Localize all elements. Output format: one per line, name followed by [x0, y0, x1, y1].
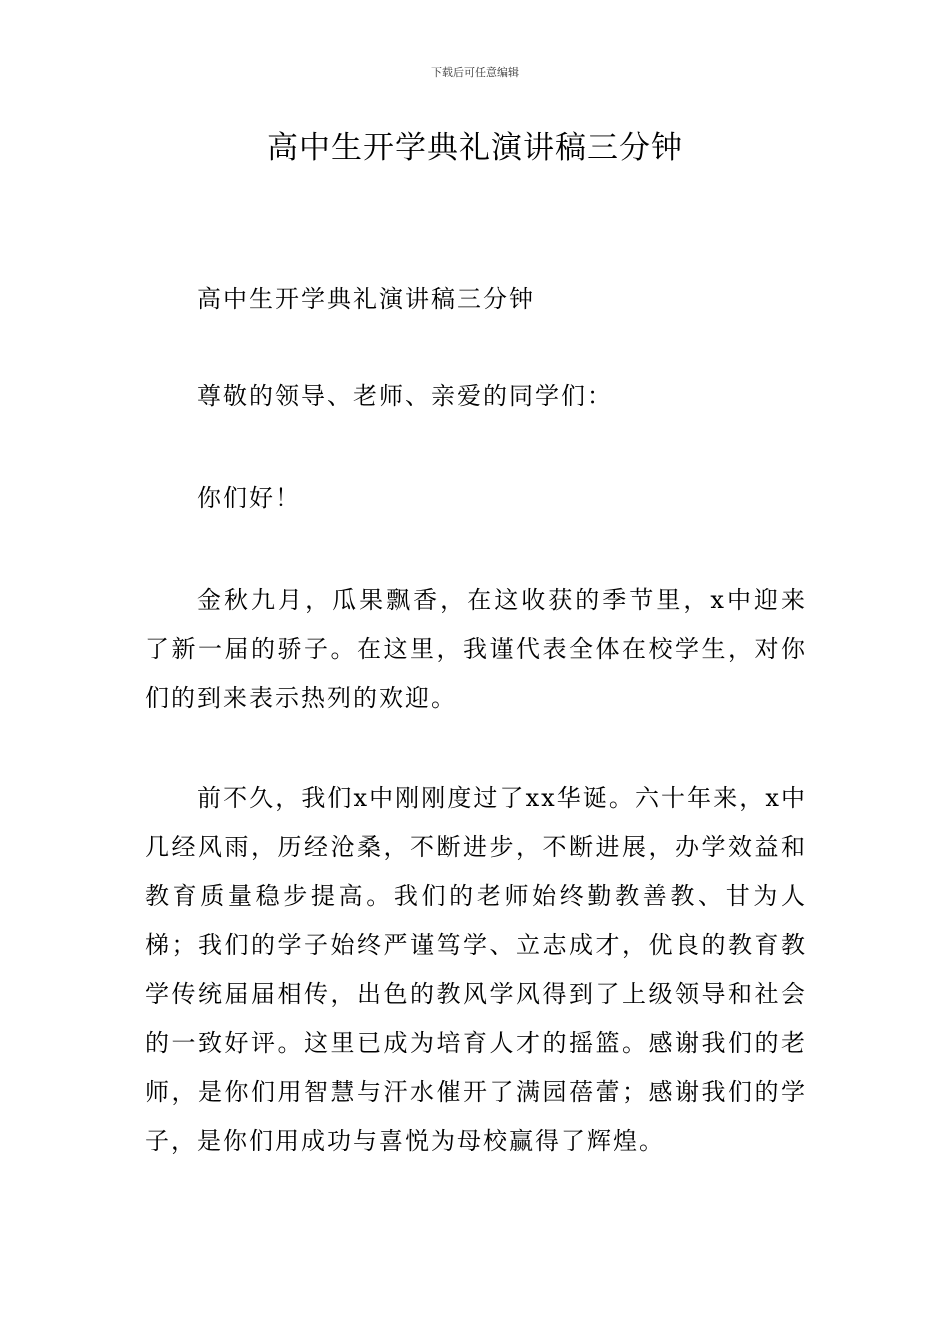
paragraph-history: 前不久，我们x中刚刚度过了xx华诞。六十年来，x中几经风雨，历经沧桑，不断进步，不断进展，办学效益和教育质量稳步提高。我们的老师始终勤教善教、甘为人梯；我们的学子始终严谨笃学、立志成才，优良的教育教学传统届届相传，出色的教风学风得到了上级领导和社会的一致好评。这里已成为培育人才的摇篮。感谢我们的老师，是你们用智慧与汗水催开了满园蓓蕾；感谢我们的学子，是你们用成功与喜悦为母校赢得了辉煌。 — [145, 784, 807, 1155]
paragraph-salutation: 尊敬的领导、老师、亲爱的同学们： — [197, 382, 613, 410]
paragraph-subtitle: 高中生开学典礼演讲稿三分钟 — [197, 285, 535, 313]
document-title: 高中生开学典礼演讲稿三分钟 — [267, 130, 683, 166]
paragraph-greeting: 你们好！ — [197, 484, 301, 512]
paragraph-welcome: 金秋九月，瓜果飘香，在这收获的季节里，x中迎来了新一届的骄子。在这里，我谨代表全体在校学生，对你们的到来表示热列的欢迎。 — [145, 586, 807, 712]
header-note: 下载后可任意编辑 — [431, 66, 519, 79]
